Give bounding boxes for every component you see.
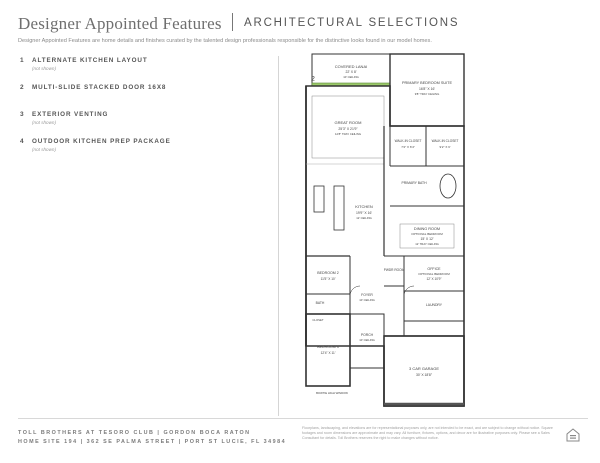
room-dim: 25'3" X 21'9" xyxy=(338,127,358,131)
room-label: DINING ROOM xyxy=(413,227,441,231)
room-option: OPTIONAL BEDROOM xyxy=(418,272,450,276)
room-label: PRIMARY BEDROOM SUITE xyxy=(401,81,453,85)
section-divider xyxy=(278,56,279,416)
room-label: WALK-IN CLOSET xyxy=(394,139,422,143)
feature-number: 1 xyxy=(20,57,24,64)
home-site-address: HOME SITE 194 | 362 SE PALMA STREET | PORT ST LUCIE, FL 34984 xyxy=(18,439,287,445)
page-title: Designer Appointed Features xyxy=(18,14,222,33)
room-note: 9'8" TRAY CEILING xyxy=(414,92,440,96)
room-label: LAUNDRY xyxy=(425,303,443,307)
room-label: GREAT ROOM xyxy=(334,120,362,125)
room-dim: 15' X 12' xyxy=(420,237,434,241)
room-note: 10' CEILING xyxy=(359,298,375,302)
room-dim: 12'4" X 11' xyxy=(320,351,336,355)
house-outline xyxy=(306,86,464,406)
garage-outline xyxy=(384,336,464,406)
feature-number: 3 xyxy=(20,111,24,118)
room-label: COVERED LANAI xyxy=(334,64,368,69)
feature-number: 2 xyxy=(20,84,24,91)
bedroom3-outline xyxy=(306,314,350,386)
intro-text: Designer Appointed Features are home details and finishes curated by the talented design professionals responsible for the distinctive looks found in our model homes. xyxy=(18,38,432,44)
room-label: FOYER xyxy=(361,293,373,297)
feature-label: MULTI-SLIDE STACKED DOOR 16X8 xyxy=(32,84,167,91)
room-label: OFFICE xyxy=(427,267,441,271)
feature-label: ALTERNATE KITCHEN LAYOUT xyxy=(32,57,148,64)
feature-item xyxy=(18,83,268,110)
room-note: 10' CEILING xyxy=(359,338,375,342)
kitchen-island xyxy=(334,186,344,230)
room-dim: 9'2" X 6' xyxy=(439,145,451,149)
room-label: PRIMARY BATH xyxy=(401,181,427,185)
feature-item xyxy=(18,110,268,137)
room-label: KITCHEN xyxy=(355,204,373,209)
legal-disclaimer: Floorplans, landscaping, and elevations are for representational purposes only, are not intended to be exact, and are subject to change without notice. Square footages and room dimensions are approximate and may vary. All furniture, fixtures, options, and decor are for illustrative purposes only. Please see a Sales Consultant for details. Toll Brothers reserves the right to make changes without notice. xyxy=(302,426,553,440)
feature-note: (not shown) xyxy=(32,120,57,125)
room-dim: 7'4" X 6'4" xyxy=(401,145,415,149)
page-subtitle: ARCHITECTURAL SELECTIONS xyxy=(244,17,460,29)
page-header xyxy=(18,12,588,34)
room-label: PORCH xyxy=(360,333,374,337)
room-dim: 19'9" X 16' xyxy=(355,211,373,215)
room-option: OPTIONAL BEDROOM xyxy=(411,232,443,236)
room-label: WALK-IN CLOSET xyxy=(431,139,459,143)
feature-item xyxy=(18,137,268,164)
room-label: BEDROOM 3 xyxy=(317,345,339,349)
room-label: BATH xyxy=(315,301,325,305)
feature-marker: 2 xyxy=(311,76,315,83)
room-dim: 16'8" X 16' xyxy=(418,87,436,91)
room-label: PWDR ROOM xyxy=(383,268,405,272)
feature-item xyxy=(18,56,268,83)
room-dim: 30' X 18'8" xyxy=(415,373,433,377)
feature-label: EXTERIOR VENTING xyxy=(32,111,109,118)
room-label: CLOSET xyxy=(312,318,324,322)
title-divider xyxy=(232,13,233,31)
footer-divider xyxy=(18,418,588,419)
feature-note: (not shown) xyxy=(32,66,57,71)
room-note: BOWTIE HIGH WINDOW xyxy=(316,391,348,395)
footer-address xyxy=(18,429,286,447)
floor-plan xyxy=(288,46,588,416)
room-note: 10' CEILING xyxy=(343,75,359,79)
community-name: TOLL BROTHERS AT TESORO CLUB | GORDON BOCA RATON xyxy=(18,430,251,436)
room-note: 12' CEILING xyxy=(356,216,372,220)
room-dim: 12' X 10'9" xyxy=(426,277,442,281)
room-dim: 22' X 8' xyxy=(345,70,357,74)
feature-number: 4 xyxy=(20,138,24,145)
room-note: 12'8" TRAY CEILING xyxy=(334,132,362,136)
bathtub xyxy=(440,174,456,198)
room-dim: 11'5" X 10' xyxy=(320,277,336,281)
room-note: 12' TRAY CEILING xyxy=(415,242,439,246)
kitchen-counter xyxy=(314,186,324,212)
feature-label: OUTDOOR KITCHEN PREP PACKAGE xyxy=(32,138,171,145)
room-label: BEDROOM 2 xyxy=(317,271,339,275)
equal-housing-icon xyxy=(566,428,580,442)
room-label: 3 CAR GARAGE xyxy=(408,366,440,371)
feature-list xyxy=(18,56,268,164)
feature-note: (not shown) xyxy=(32,147,57,152)
